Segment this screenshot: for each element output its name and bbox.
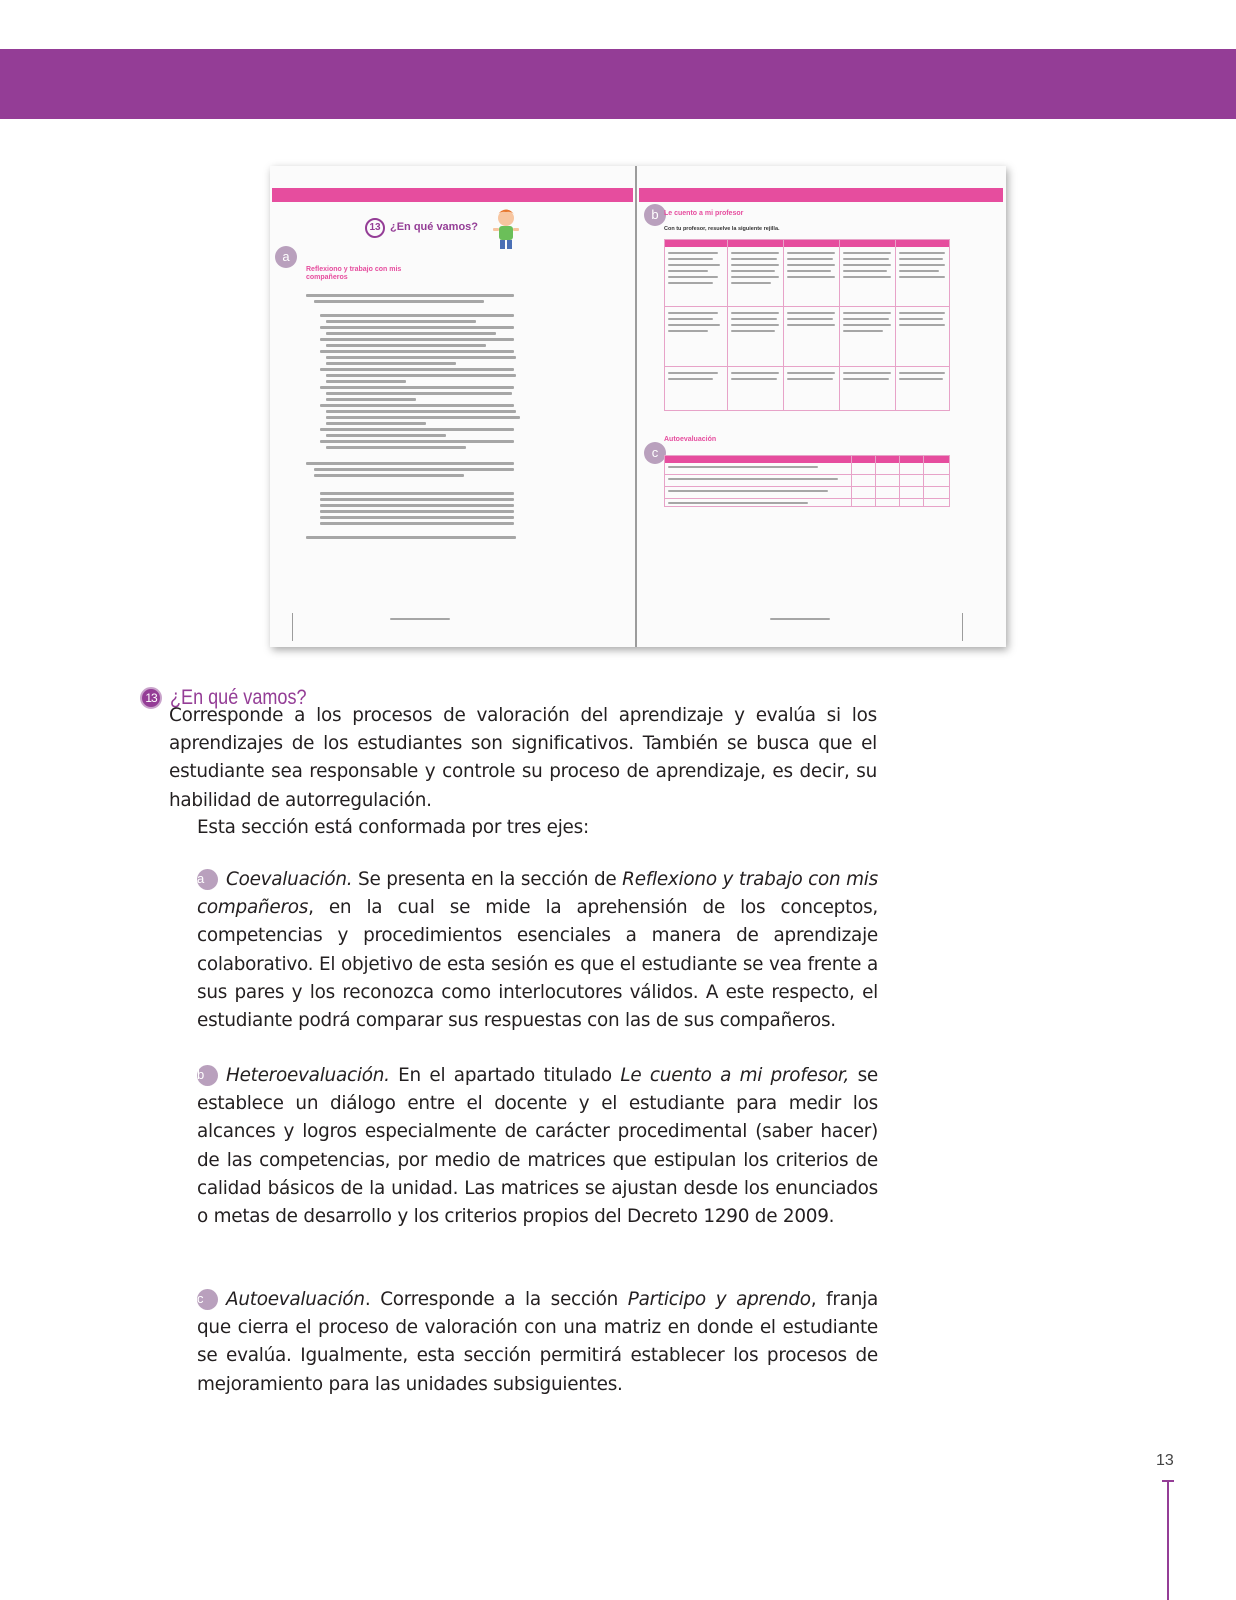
letter-badge-a: a [197, 869, 218, 890]
section-number-badge: 13 [140, 687, 162, 709]
spread-right-subheading: Con tu profesor, resuelve la siguiente rejilla. [664, 226, 780, 232]
left-page-header-bar [272, 188, 633, 202]
spread-autoevaluation-table [664, 455, 950, 507]
item-reference: Participo y aprendo [627, 1289, 811, 1310]
spread-right-heading-2: Autoevaluación [664, 436, 717, 443]
ejes-paragraph: Esta sección está conformada por tres ejes: [197, 817, 589, 838]
item-text-post: , franja que cierra el proceso de valoración con una matriz en donde el estudiante se evalúa. Igualmente, esta sección permitirá establecer los procesos de mejoramiento para las unidades subsiguientes. [197, 1289, 878, 1395]
spread-section-number: 13 [365, 218, 385, 238]
spread-left-heading: Reflexiono y trabajo con mis compañeros [306, 266, 402, 281]
item-coevaluacion [197, 866, 878, 1035]
letter-badge-c: c [197, 1289, 218, 1310]
spread-left-footer-text [390, 618, 450, 620]
page-number: 13 [1156, 1452, 1174, 1469]
spread-section-title: ¿En qué vamos? [390, 221, 479, 233]
spread-right-footer-line [962, 613, 963, 641]
item-term: Autoevaluación [226, 1289, 365, 1310]
intro-paragraph: Corresponde a los procesos de valoración del aprendizaje y evalúa si los aprendizajes de los estudiantes son significativos. También se busca que el estudiante sea responsable y controle su proceso de aprendizaje, es decir, su habilidad de autorregulación. [169, 705, 877, 811]
item-text-pre: En el apartado titulado [389, 1065, 621, 1086]
spread-fold [635, 166, 637, 647]
header-band [0, 49, 1236, 119]
item-autoevaluacion [197, 1286, 878, 1399]
textbook-spread-image [270, 166, 1006, 647]
child-illustration-icon [486, 206, 526, 250]
page-rule [1167, 1480, 1169, 1600]
spread-marker-b: b [644, 204, 666, 226]
item-heteroevaluacion [197, 1062, 878, 1231]
item-text-post: se establece un diálogo entre el docente y el estudiante para medir los alcances y logros especialmente de carácter procedimental (saber hacer) de las competencias, por medio de matrices que estipulan los criterios de calidad básicos de la unidad. Las matrices se ajustan desde los enunciados o metas de desarrollo y los criterios propios del Decreto 1290 de 2009. [197, 1065, 878, 1228]
item-reference: Le cuento a mi profesor, [620, 1065, 850, 1086]
item-term: Heteroevaluación. [226, 1065, 390, 1086]
item-term: Coevaluación. [226, 869, 353, 890]
section-title: ¿En qué vamos? [170, 686, 307, 709]
spread-left-footer-line [292, 613, 293, 641]
spread-right-heading: Le cuento a mi profesor [664, 210, 744, 217]
spread-marker-a: a [275, 246, 297, 268]
item-text-post: , en la cual se mide la aprehensión de los conceptos, competencias y procedimientos esenciales a manera de aprendizaje colaborativo. El objetivo de esta sesión es que el estudiante se vea frente a sus pares y los reconozca como interlocutores válidos. A este respecto, el estudiante podrá comparar sus respuestas con las de sus compañeros. [197, 897, 878, 1032]
item-reference: Reflexiono y trabajo con mis compañeros [197, 869, 878, 919]
item-text-pre: . Corresponde a la sección [364, 1289, 628, 1310]
spread-matrix-table [664, 239, 950, 411]
spread-right-footer-text [770, 618, 830, 620]
letter-badge-b: b [197, 1065, 218, 1086]
item-text-pre: Se presenta en la sección de [352, 869, 623, 890]
spread-marker-c: c [644, 442, 666, 464]
right-page-header-bar [639, 188, 1003, 202]
